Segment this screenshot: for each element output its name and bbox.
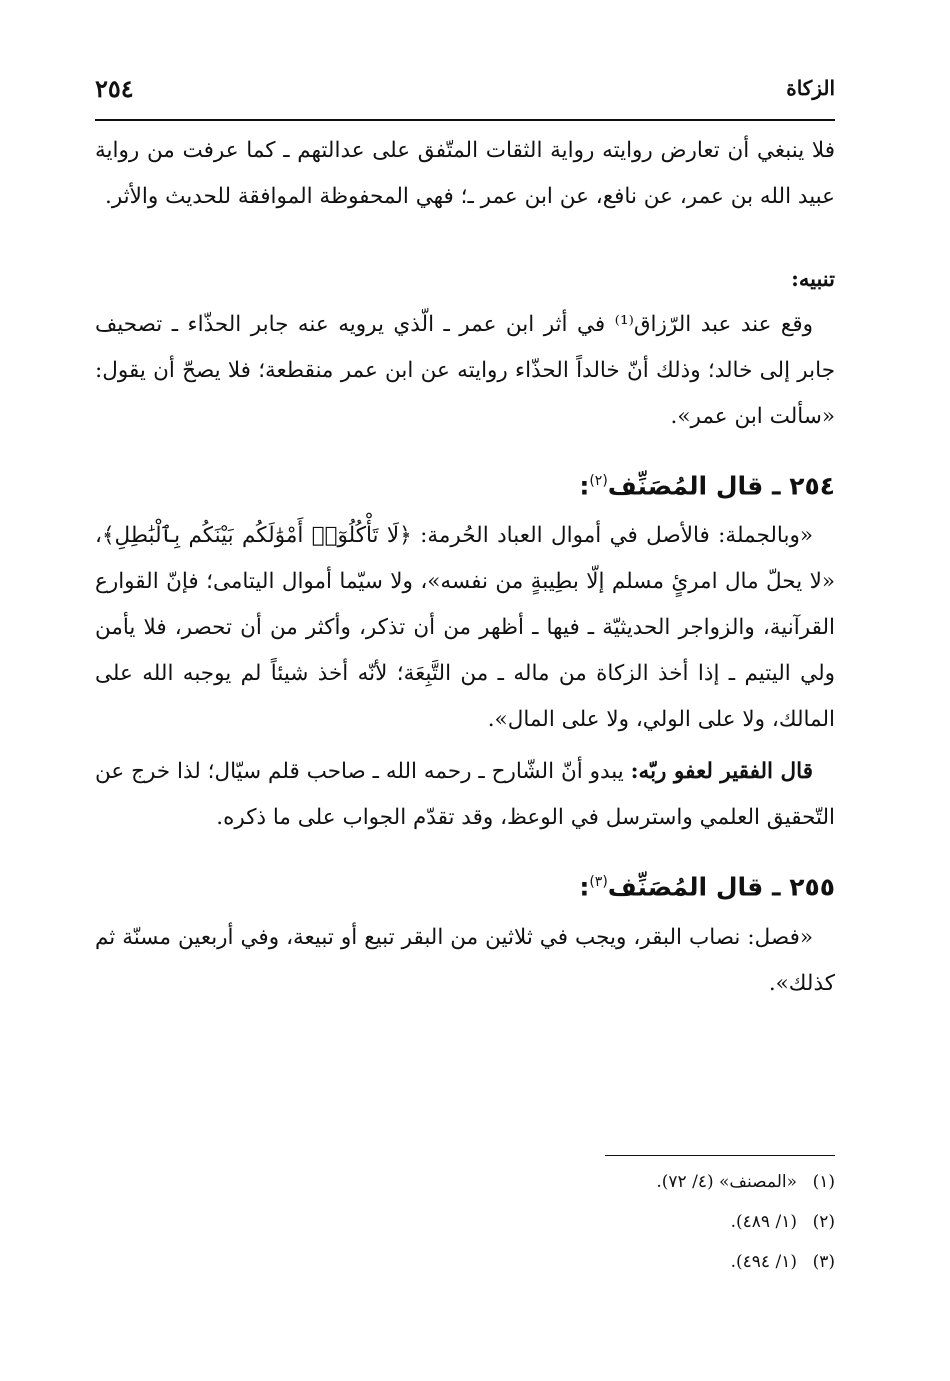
footnote-2 — [95, 1202, 835, 1242]
body-text — [95, 128, 835, 1007]
section-heading-255 — [95, 859, 835, 910]
footnote-1 — [95, 1162, 835, 1202]
footnote-text: (١/ ٤٨٩). — [730, 1212, 797, 1232]
footnote-text: (١/ ٤٩٤). — [730, 1252, 797, 1272]
commentary-text: يبدو أنّ الشّارح ـ رحمه الله ـ صاحب قلم سيّال؛ لذا خرج عن التّحقيق العلمي واسترسل في الوعظ، وقد تقدّم الجواب على ما ذكره. — [95, 759, 835, 831]
paragraph-1: فلا ينبغي أن تعارض روايته رواية الثقات المتّفق على عدالتهم ـ كما عرفت من رواية عبيد الله بن عمر، عن نافع، عن ابن عمر ـ؛ فهي المحفوظة الموافقة للحديث والأثر. — [95, 138, 835, 209]
footnote-text: «المصنف» (٤/ ٧٢). — [656, 1172, 797, 1192]
page-header — [95, 72, 835, 104]
commentary-lead: قال الفقير لعفو ربّه: — [630, 759, 813, 785]
header-rule — [95, 119, 835, 121]
paragraph-commentary — [95, 749, 835, 841]
footnote-number: (٣) — [812, 1252, 835, 1272]
section-heading-254-colon: : — [579, 471, 590, 501]
footnote-ref-2: (٢) — [589, 473, 608, 489]
section-heading-254-text: ٢٥٤ ـ قال المُصَنِّف — [607, 471, 835, 501]
running-title: الزكاة — [786, 76, 835, 100]
footnote-number: (١) — [812, 1172, 835, 1192]
paragraph-note: وقع عند عبد الرّزاق⁽¹⁾ في أثر ابن عمر ـ الّذي يرويه عنه جابر الحذّاء ـ تصحيف جابر إلى خالد؛ وذلك أنّ خالداً الحذّاء روايته عن ابن عمر منقطعة؛ فلا يصحّ أن يقول: «سألت ابن عمر». — [95, 312, 835, 429]
note-heading: تنبيه: — [791, 266, 835, 291]
footnotes — [95, 1162, 835, 1282]
section-heading-255-text: ٢٥٥ ـ قال المُصَنِّف — [607, 872, 835, 902]
paragraph-quote-255: «فصل: نصاب البقر، ويجب في ثلاثين من البقر تبيع أو تبيعة، وفي أربعين مسنّة ثم كذلك». — [95, 924, 835, 996]
section-heading-254 — [95, 458, 835, 509]
page-number: ٢٥٤ — [95, 73, 134, 103]
section-heading-255-colon: : — [579, 872, 590, 902]
footnote-ref-3: (٣) — [589, 874, 608, 891]
footnote-number: (٢) — [812, 1212, 835, 1232]
footnote-3 — [95, 1242, 835, 1282]
paragraph-quote-254: «وبالجملة: فالأصل في أموال العباد الحُرمة: ﴿لَا تَأْكُلُوٓا۟ أَمْوَٰلَكُم بَيْنَكُم بِٱلْبَٰطِلِ﴾، «لا يحلّ مال امرئٍ مسلم إلّا بطِيبةٍ من نفسه»، ولا سيّما أموال اليتامى؛ فإنّ القوارع القرآنية، والزواجر الحديثيّة ـ فيها ـ أظهر من أن تذكر، وأكثر من أن تحصر، فلا يأمن ولي اليتيم ـ إذا أخذ الزكاة من ماله ـ من التَّبِعَة؛ لأنّه أخذ شيئاً لم يوجبه الله على المالك، ولا على الولي، ولا على المال». — [95, 523, 836, 733]
footnote-rule — [605, 1155, 835, 1156]
